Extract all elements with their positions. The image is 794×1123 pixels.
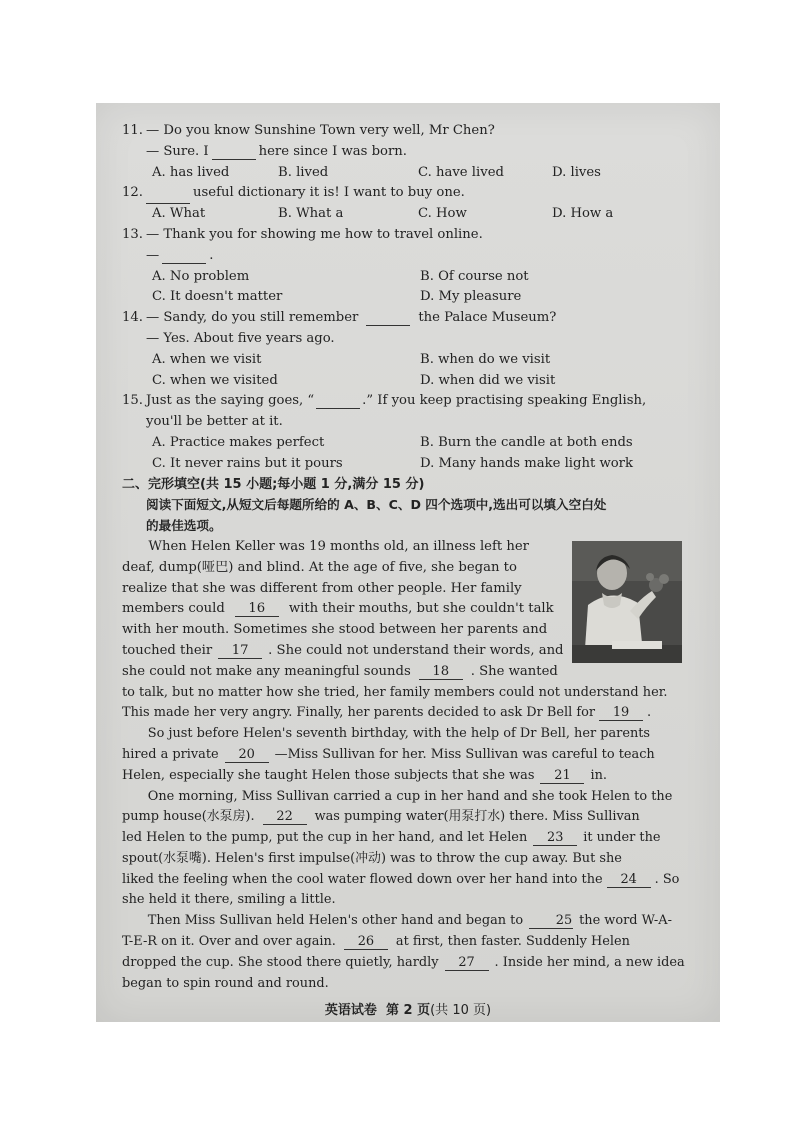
option-c: C. How: [418, 206, 467, 222]
option-a: A. when we visit: [152, 351, 262, 367]
passage-text: . So: [654, 871, 680, 887]
passage-text: she could not make any meaningful sounds: [122, 663, 411, 679]
passage-line: So just before Helen's seventh birthday, with the help of Dr Bell, her parents: [147, 726, 651, 742]
question-number: 13.: [122, 226, 143, 242]
passage-text: liked the feeling when the cool water flowed down over her hand into the: [122, 871, 603, 887]
passage-line: [122, 766, 686, 787]
passage-text: with their mouths, but she couldn't talk: [288, 601, 554, 617]
question-number: 12.: [122, 185, 143, 201]
answer-blank: [146, 183, 190, 204]
question-14-reply: — Yes. About five years ago.: [146, 330, 335, 346]
option-b: B. Burn the candle at both ends: [420, 434, 633, 450]
blank-23: 23: [533, 830, 577, 846]
passage-line: [122, 703, 686, 724]
passage-line: spout(水泵嘴). Helen's first impulse(冲动) was to throw the cup away. But she: [122, 850, 622, 866]
option-d: D. How a: [552, 206, 614, 222]
passage-text: touched their: [122, 642, 213, 658]
answer-blank: [212, 144, 256, 160]
passage-text: . Inside her mind, a new idea: [494, 954, 685, 970]
passage-line: One morning, Miss Sullivan carried a cup in her hand and she took Helen to the: [147, 788, 673, 804]
passage-text: Helen, especially she taught Helen those subjects that she was: [122, 767, 535, 783]
passage-text: the word W-A-: [579, 913, 672, 929]
blank-16: 16: [235, 601, 279, 617]
passage-line: she held it there, smiling a little.: [122, 892, 336, 908]
passage-text: dropped the cup. She stood there quietly, hardly: [122, 954, 439, 970]
footer-subject: 英语试卷: [324, 1003, 377, 1018]
option-c: C. It never rains but it pours: [152, 455, 343, 471]
passage-line: When Helen Keller was 19 months old, an illness left her: [148, 538, 529, 554]
option-b: B. Of course not: [420, 268, 529, 284]
blank-24: 24: [607, 872, 651, 888]
passage-text: it under the: [583, 830, 661, 846]
passage-line: began to spin round and round.: [122, 975, 329, 991]
passage-line: deaf, dump(哑巴) and blind. At the age of five, she began to: [122, 559, 517, 575]
option-c: C. It doesn't matter: [152, 289, 283, 305]
passage-line: [122, 953, 686, 974]
question-13-options: [122, 267, 686, 309]
question-12-options: [122, 204, 686, 225]
passage-text: —Miss Sullivan for her. Miss Sullivan was careful to teach: [274, 746, 655, 762]
option-a: A. No problem: [152, 268, 250, 284]
question-number: 14.: [122, 310, 143, 326]
option-b: B. when do we visit: [420, 351, 551, 367]
passage-text: members could: [122, 601, 225, 617]
question-prompt: useful dictionary it is! I want to buy one.: [193, 185, 465, 201]
option-c: C. have lived: [418, 164, 504, 180]
passage-text: in.: [590, 767, 608, 783]
question-11-options: [122, 163, 686, 184]
footer-page: 第 2 页: [386, 1003, 431, 1018]
passage-text: T-E-R on it. Over and over again.: [122, 934, 336, 950]
page-footer: [96, 999, 720, 1018]
photo-illustration: [572, 541, 682, 663]
question-12: [122, 183, 686, 204]
prompt-text: .” If you keep practising speaking English,: [362, 393, 647, 409]
question-prompt: [146, 308, 556, 329]
passage-text: at first, then faster. Suddenly Helen: [395, 934, 630, 950]
passage-line: [122, 911, 686, 932]
passage-text: This made her very angry. Finally, her parents decided to ask Dr Bell for: [122, 705, 596, 721]
option-d: D. My pleasure: [420, 289, 522, 305]
question-11-reply: [122, 142, 686, 163]
reply-text: —: [146, 247, 160, 263]
exam-page: [96, 103, 720, 1022]
passage-text: led Helen to the pump, put the cup in her hand, and let Helen: [122, 830, 528, 846]
option-a: A. has lived: [152, 164, 230, 180]
blank-26: 26: [344, 934, 388, 950]
answer-blank: [366, 310, 410, 326]
passage-line: [122, 870, 686, 891]
question-number: 11.: [122, 123, 143, 138]
answer-blank: [316, 393, 360, 409]
question-number: 15.: [122, 393, 143, 409]
section-instruction: 阅读下面短文,从短文后每题所给的 A、B、C、D 四个选项中,选出可以填入空白处: [146, 497, 607, 513]
blank-22: 22: [263, 809, 307, 825]
prompt-text: Just as the saying goes, “: [146, 393, 315, 409]
passage-line: to talk, but no matter how she tried, her family members could not understand her.: [122, 684, 668, 700]
passage-line: with her mouth. Sometimes she stood between her parents and: [122, 622, 548, 638]
question-13-reply: — .: [146, 247, 214, 263]
option-d: D. lives: [552, 164, 601, 180]
blank-17: 17: [218, 643, 262, 659]
section-heading: 二、完形填空(共 15 小题;每小题 1 分,满分 15 分): [122, 476, 425, 492]
blank-21: 21: [540, 768, 584, 784]
blank-20: 20: [225, 747, 269, 763]
reply-text: here since I was born.: [258, 143, 407, 159]
prompt-text: the Palace Museum?: [418, 310, 557, 326]
question-prompt: [146, 391, 646, 412]
option-b: B. What a: [278, 206, 344, 222]
helen-keller-photo: [572, 541, 682, 663]
question-15: [122, 391, 686, 412]
passage-text: was pumping water(用泵打水) there. Miss Sullivan: [314, 809, 640, 825]
question-13: [122, 225, 686, 246]
passage-text: . She could not understand their words, and: [268, 642, 564, 658]
question-11: [122, 121, 686, 142]
question-15-line2: you'll be better at it.: [146, 414, 283, 430]
prompt-text: — Sandy, do you still remember: [146, 310, 359, 326]
passage-line: [122, 807, 686, 828]
question-15-options: [122, 433, 686, 475]
option-d: D. Many hands make light work: [420, 455, 633, 471]
question-14-options: [122, 350, 686, 392]
blank-25: 25: [529, 913, 573, 929]
question-prompt: — Do you know Sunshine Town very well, Mr Chen?: [146, 123, 495, 138]
passage-line: realize that she was different from other people. Her family: [122, 580, 522, 596]
passage-text: pump house(水泵房).: [122, 809, 255, 825]
reply-text: — Sure. I: [146, 143, 209, 159]
passage-line: [122, 745, 686, 766]
passage-text: .: [647, 705, 652, 721]
blank-27: 27: [445, 955, 489, 971]
option-a: A. What: [152, 206, 206, 222]
option-c: C. when we visited: [152, 372, 278, 388]
answer-blank: [162, 248, 206, 264]
question-prompt: — Thank you for showing me how to travel online.: [146, 226, 483, 242]
passage-text: . She wanted: [470, 663, 558, 679]
question-14: [122, 308, 686, 329]
passage-line: [122, 932, 686, 953]
passage-text: hired a private: [122, 746, 219, 762]
section-instruction: 的最佳选项。: [146, 518, 222, 534]
option-a: A. Practice makes perfect: [152, 434, 325, 450]
passage-text: Then Miss Sullivan held Helen's other hand and began to: [147, 913, 524, 929]
blank-19: 19: [599, 705, 643, 721]
footer-total: (共 10 页): [430, 1003, 492, 1018]
option-d: D. when did we visit: [420, 372, 556, 388]
passage-line: [122, 662, 686, 683]
option-b: B. lived: [278, 164, 329, 180]
blank-18: 18: [419, 664, 463, 680]
passage-line: [122, 828, 686, 849]
